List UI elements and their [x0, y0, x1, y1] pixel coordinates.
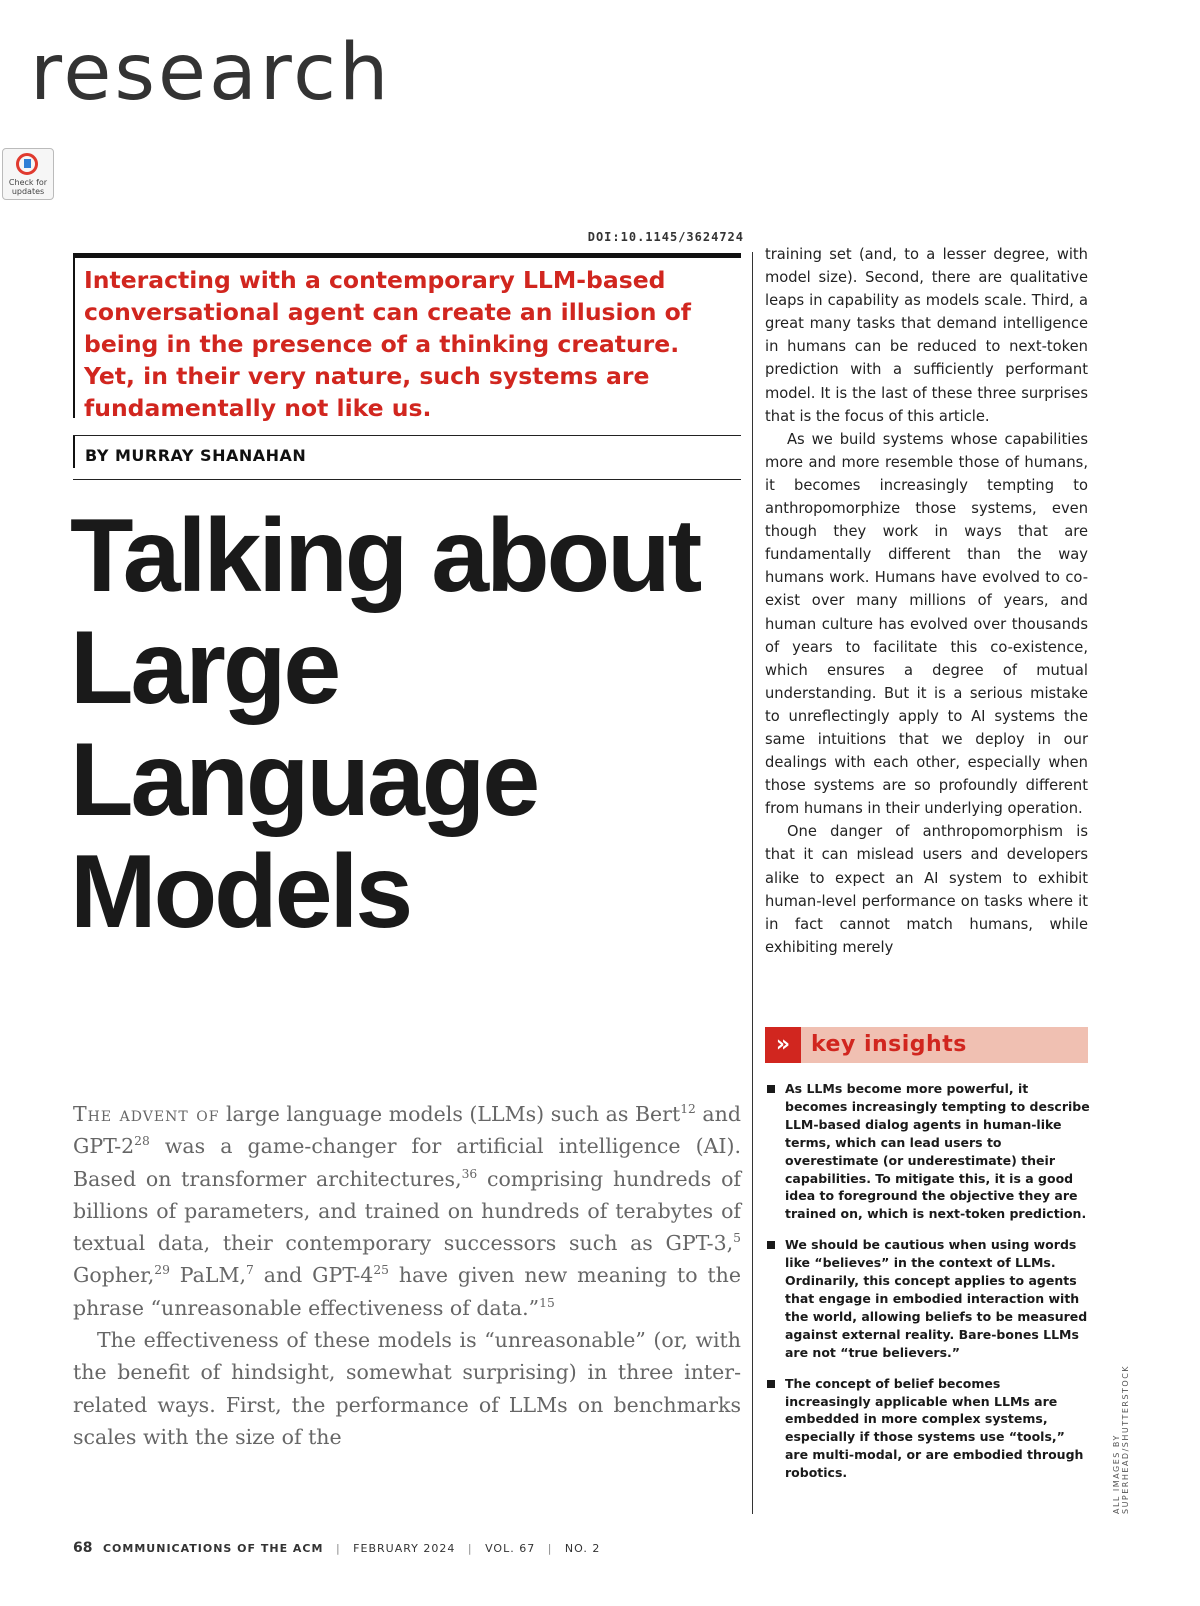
citation[interactable]: 12	[680, 1102, 696, 1117]
bookmark-icon	[16, 153, 38, 175]
doi-link[interactable]: DOI:10.1145/3624724	[587, 230, 744, 244]
image-credit: ALL IMAGES BY SUPERHEAD/SHUTTERSTOCK	[1112, 1364, 1130, 1514]
section-label: research	[30, 28, 392, 118]
double-chevron-icon: »	[765, 1027, 801, 1063]
publication-name: COMMUNICATIONS OF THE ACM	[102, 1542, 324, 1555]
byline-side-rule	[73, 436, 75, 468]
citation[interactable]: 7	[246, 1263, 254, 1278]
key-insights-header	[765, 1027, 1088, 1063]
key-insight-item: The concept of belief becomes increasingly applicable when LLMs are embedded in more complex systems, especially if those systems use “tools,” are multi-modal, or are embodied through robotics.	[765, 1375, 1090, 1482]
intro-paragraph-1: The advent of large language models (LLMs) such as Bert$^{12}$ and GPT-$2^{28}$ was a game-changer for artificial intelligence (AI). Based on transformer architectures,$^{36}$ comprising hundreds of billions of parameters, and trained on hundreds of terabytes of textual data, their contemporary successors such as GPT-3,$^5$ Gopher,$^{29}$ PaLM,$^7$ and GPT-$4^{25}$ have given new meaning to the phrase “unreasonable effectiveness of data.”$^{15}$	[73, 1102, 741, 1320]
citation[interactable]: 25	[373, 1263, 389, 1278]
issue-number: NO. 2	[564, 1542, 601, 1555]
citation[interactable]: 15	[539, 1295, 555, 1310]
check-for-updates-badge[interactable]	[2, 148, 54, 200]
byline-rule-top	[73, 435, 741, 436]
lead-in: The advent of	[73, 1102, 220, 1126]
key-insight-item: As LLMs become more powerful, it becomes increasingly tempting to describe LLM-based dialog agents in human-like terms, which can lead users to overestimate (or underestimate) their capabilities. To mitigate this, it is a good idea to foreground the objective they are trained on, which is next-token prediction.	[765, 1080, 1090, 1223]
intro-text	[73, 1098, 741, 1453]
citation[interactable]: 5	[733, 1231, 741, 1246]
page-number: 68	[73, 1540, 93, 1556]
body-paragraph: training set (and, to a lesser degree, with model size). Second, there are qualitative leaps in capability as models scale. Third, a great many tasks that demand intelligence in humans can be reduced to next-token prediction with a sufficiently performant model. It is the last of these three surprises that is the focus of this article.	[765, 246, 1088, 425]
key-insights-list	[765, 1080, 1090, 1495]
body-paragraph: As we build systems whose capabilities more and more resemble those of humans, it becomes increasingly tempting to anthropomorphize those systems, even though they work in ways that are fundamentally different than the way humans work. Humans have evolved to co-exist over many millions of years, and human culture has evolved over thousands of years to facilitate this co-existence, which ensures a degree of mutual understanding. But it is a serious mistake to unreflectingly apply to AI systems the same intuitions that we deploy in our dealings with each other, especially when those systems are so profoundly different from humans in their underlying operation.	[765, 430, 1088, 818]
key-insights-heading: key insights	[811, 1032, 967, 1057]
column-divider	[752, 252, 753, 1514]
key-insight-item: We should be cautious when using words like “believes” in the context of LLMs. Ordinarily, this concept applies to agents that engage in embodied interaction with the world, allowing beliefs to be measured against external reality. Bare-bones LLMs are not “true believers.”	[765, 1236, 1090, 1361]
citation[interactable]: 29	[154, 1263, 170, 1278]
top-rule	[73, 253, 741, 258]
check-for-updates-label: Check for updates	[8, 178, 48, 196]
intro-paragraph-2: The effectiveness of these models is “unreasonable” (or, with the benefit of hindsight, somewhat surprising) in three inter-related ways. First, the performance of LLMs on benchmarks scales with the size of the	[73, 1328, 741, 1449]
body-column-right	[765, 243, 1088, 959]
footer-separator: |	[335, 1542, 341, 1555]
citation[interactable]: 36	[461, 1166, 478, 1181]
citation[interactable]: 28	[134, 1134, 150, 1149]
article-title: Talking about Large Language Models	[70, 498, 700, 950]
issue-date: FEBRUARY 2024	[353, 1542, 456, 1555]
footer-separator: |	[467, 1542, 473, 1555]
volume: VOL. 67	[485, 1542, 536, 1555]
author-byline: BY MURRAY SHANAHAN	[85, 446, 307, 465]
footer-separator: |	[547, 1542, 553, 1555]
page-footer	[73, 1540, 600, 1556]
deck-side-rule	[73, 258, 75, 418]
body-paragraph: One danger of anthropomorphism is that it can mislead users and developers alike to expect an AI system to exhibit human-level performance on tasks where it in fact cannot match humans, while exhibiting merely	[765, 823, 1088, 956]
byline-rule-bottom	[73, 479, 741, 480]
article-deck: Interacting with a contemporary LLM-based conversational agent can create an illusion of being in the presence of a thinking creature. Yet, in their very nature, such systems are fundamentally not like us.	[84, 266, 692, 422]
